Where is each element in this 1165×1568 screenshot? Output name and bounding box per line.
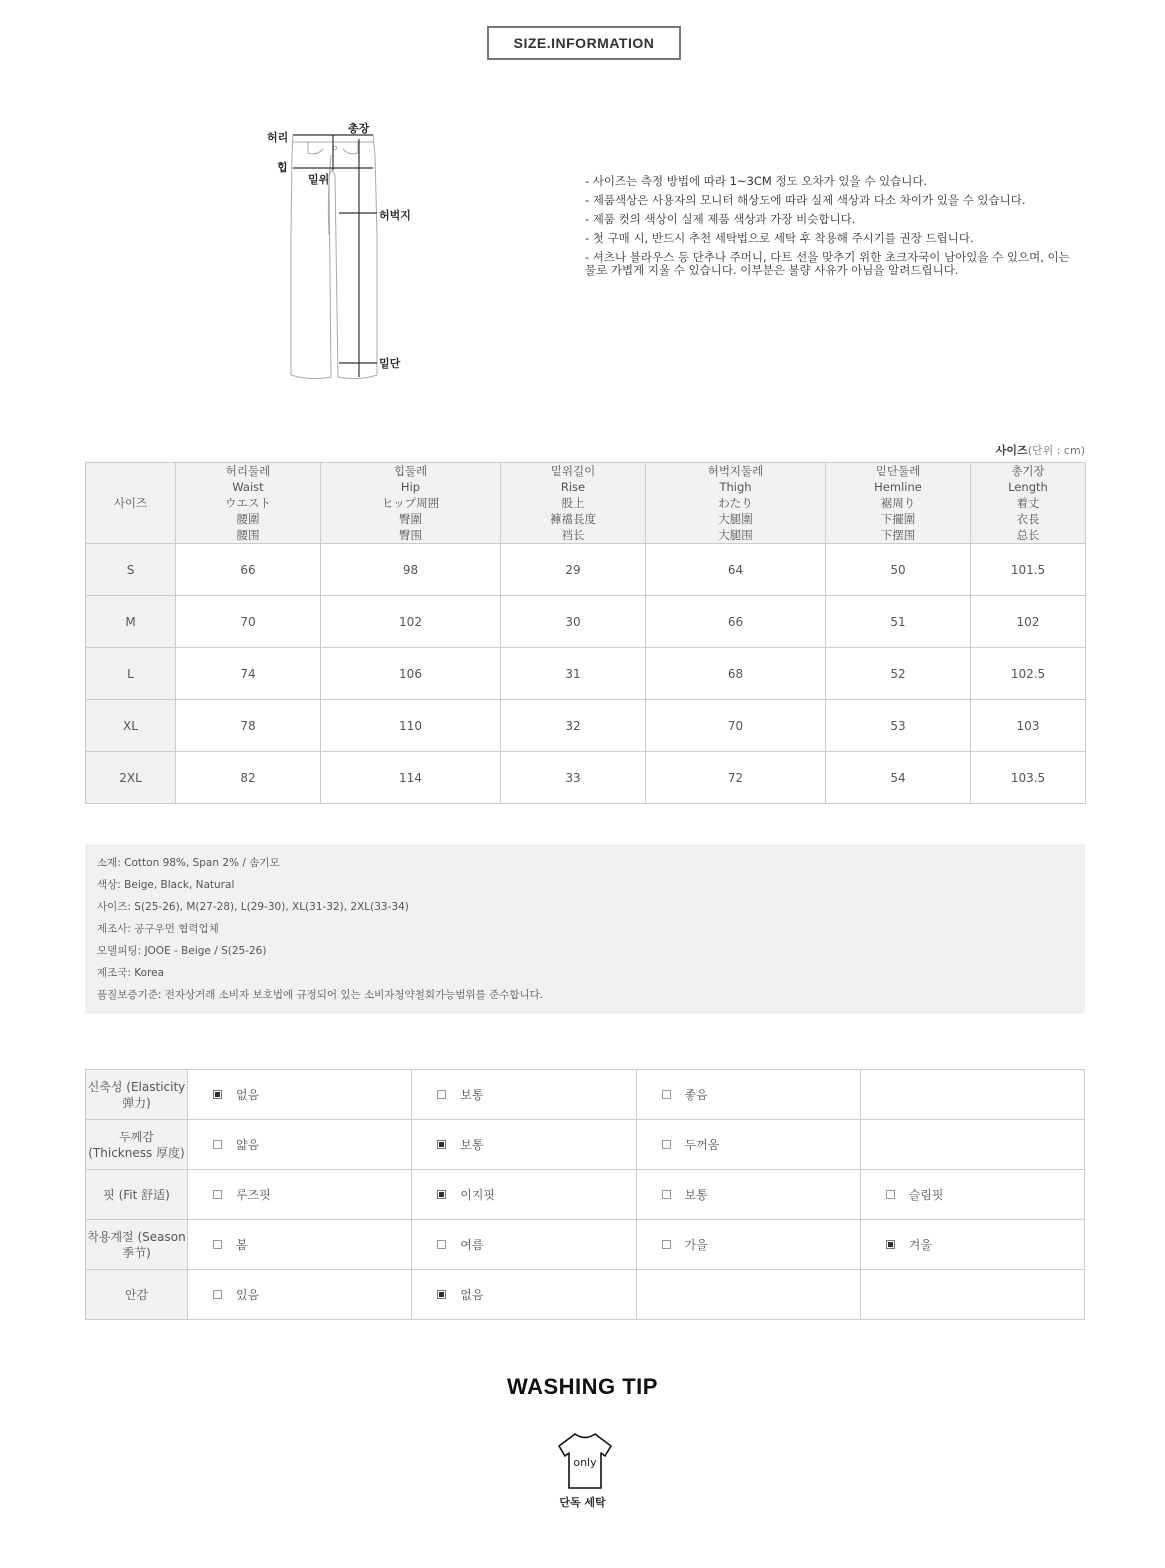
- feature-option[interactable]: [637, 1086, 860, 1103]
- hem-label: 밑단: [379, 357, 401, 370]
- info-line: 모델피팅: JOOE - Beige / S(25-26): [97, 945, 267, 957]
- feature-option-label: 얇음: [236, 1138, 260, 1152]
- unchecked-checkbox-icon[interactable]: [213, 1240, 222, 1249]
- feature-option[interactable]: [637, 1136, 860, 1153]
- feature-option[interactable]: [861, 1186, 1084, 1203]
- size-table: [85, 462, 1086, 804]
- feature-option-label: 좋음: [684, 1088, 708, 1102]
- pants-measurement-diagram: [255, 115, 425, 390]
- feature-option-label: 루즈핏: [236, 1188, 271, 1202]
- feature-row-label: 신축성 (Elasticity 弹力): [86, 1070, 188, 1120]
- unchecked-checkbox-icon[interactable]: [662, 1240, 671, 1249]
- info-line: 소재: Cotton 98%, Span 2% / 솜기모: [97, 857, 280, 869]
- feature-option-label: 가을: [684, 1238, 708, 1252]
- feature-cell: [412, 1220, 636, 1270]
- feature-option[interactable]: [412, 1186, 635, 1203]
- feature-option[interactable]: [637, 1236, 860, 1253]
- feature-option-label: 보통: [460, 1088, 484, 1102]
- feature-option[interactable]: [861, 1236, 1084, 1253]
- info-line: 품질보증기준: 전자상거래 소비자 보호법에 규정되어 있는 소비자청약철회가능범위를 준수합니다.: [97, 989, 544, 1001]
- feature-option[interactable]: [188, 1286, 411, 1303]
- rise-label: 밑위: [308, 173, 330, 186]
- waist-label: 허리: [267, 131, 289, 144]
- feature-cell: [188, 1270, 412, 1320]
- checked-checkbox-icon[interactable]: [437, 1190, 446, 1199]
- feature-option[interactable]: [412, 1136, 635, 1153]
- checked-checkbox-icon[interactable]: [437, 1140, 446, 1149]
- feature-cell: [412, 1070, 636, 1120]
- hip-column-header: 힙둘레 Hip ヒップ周囲 臀圍 臀围: [321, 463, 501, 544]
- feature-row-label: 두께감 (Thickness 厚度): [86, 1120, 188, 1170]
- checked-checkbox-icon[interactable]: [886, 1240, 895, 1249]
- feature-row-label: 착용계절 (Season 季节): [86, 1220, 188, 1270]
- feature-cell: [188, 1070, 412, 1120]
- feature-table: [85, 1069, 1085, 1320]
- info-line: 색상: Beige, Black, Natural: [97, 879, 235, 891]
- length-label: 총장: [348, 122, 370, 135]
- feature-option-label: 보통: [460, 1138, 484, 1152]
- feature-row: [86, 1070, 1085, 1120]
- unchecked-checkbox-icon[interactable]: [662, 1190, 671, 1199]
- feature-option[interactable]: [412, 1286, 635, 1303]
- feature-option-label: 없음: [460, 1288, 484, 1302]
- feature-cell: [412, 1270, 636, 1320]
- thigh-column-header: 허벅지둘레 Thigh わたり 大腿圍 大腿围: [646, 463, 826, 544]
- feature-cell: [636, 1120, 860, 1170]
- feature-option[interactable]: [188, 1236, 411, 1253]
- table-row: S 66 98 29 64 50 101.5: [86, 544, 1086, 596]
- unchecked-checkbox-icon[interactable]: [437, 1240, 446, 1249]
- hemline-column-header: 밑단둘레 Hemline 裾周り 下擺圍 下摆围: [826, 463, 971, 544]
- feature-option-label: 있음: [236, 1288, 260, 1302]
- unchecked-checkbox-icon[interactable]: [213, 1190, 222, 1199]
- note-line: - 제품 컷의 색상이 실제 제품 색상과 가장 비슷합니다.: [585, 212, 856, 226]
- feature-cell: [860, 1070, 1084, 1120]
- feature-cell: [188, 1220, 412, 1270]
- wash-icon-text: only: [573, 1456, 597, 1469]
- feature-row: [86, 1120, 1085, 1170]
- feature-option-label: 두꺼움: [684, 1138, 720, 1152]
- hip-label: 힙: [277, 161, 288, 174]
- size-column-header: 사이즈: [86, 463, 176, 544]
- feature-option[interactable]: [188, 1136, 411, 1153]
- note-line: - 셔츠나 블라우스 등 단추나 주머니, 다트 선을 맞추기 위한 초크자국이 남아있을 수 있으며, 이는 물로 가볍게 지울 수 있습니다. 이부분은 불량 사유가 아님을 알려드립니다.: [585, 250, 1070, 277]
- note-line: - 사이즈는 측정 방법에 따라 1~3CM 정도 오차가 있을 수 있습니다.: [585, 174, 928, 188]
- feature-cell: [860, 1270, 1084, 1320]
- feature-option-label: 겨울: [908, 1238, 932, 1252]
- unit-label: 사이즈: [995, 444, 1028, 457]
- size-notes: [585, 172, 1075, 277]
- waist-column-header: 허리둘레 Waist ウエスト 腰圍 腰围: [176, 463, 321, 544]
- feature-option-label: 슬림핏: [908, 1188, 944, 1202]
- note-line: - 제품색상은 사용자의 모니터 해상도에 따라 실제 색상과 다소 차이가 있을 수 있습니다.: [585, 193, 1026, 207]
- shirt-only-icon: [555, 1430, 615, 1492]
- unchecked-checkbox-icon[interactable]: [662, 1090, 671, 1099]
- feature-cell: [636, 1220, 860, 1270]
- table-row: 2XL 82 114 33 72 54 103.5: [86, 752, 1086, 804]
- note-line: - 첫 구매 시, 반드시 추천 세탁법으로 세탁 후 착용해 주시기를 권장 드립니다.: [585, 231, 974, 245]
- feature-row-label: 안감: [86, 1270, 188, 1320]
- unchecked-checkbox-icon[interactable]: [886, 1190, 895, 1199]
- feature-row: [86, 1220, 1085, 1270]
- feature-option-label: 여름: [460, 1238, 484, 1252]
- feature-option[interactable]: [412, 1086, 635, 1103]
- washing-tip-title: WASHING TIP: [507, 1374, 658, 1399]
- feature-option-label: 없음: [236, 1088, 260, 1102]
- feature-cell: [412, 1170, 636, 1220]
- pants-outline-icon: [255, 115, 425, 390]
- feature-cell: [636, 1170, 860, 1220]
- feature-cell: [860, 1220, 1084, 1270]
- table-row: L 74 106 31 68 52 102.5: [86, 648, 1086, 700]
- feature-row: [86, 1270, 1085, 1320]
- product-info-box: [85, 844, 1085, 1014]
- table-row: M 70 102 30 66 51 102: [86, 596, 1086, 648]
- feature-row: [86, 1170, 1085, 1220]
- feature-option-label: 봄: [236, 1238, 248, 1252]
- unchecked-checkbox-icon[interactable]: [437, 1090, 446, 1099]
- feature-cell: [636, 1070, 860, 1120]
- checked-checkbox-icon[interactable]: [437, 1290, 446, 1299]
- feature-cell: [188, 1170, 412, 1220]
- size-information-title: SIZE.INFORMATION: [487, 26, 681, 60]
- feature-cell: [188, 1120, 412, 1170]
- feature-cell: [412, 1120, 636, 1170]
- table-row: XL 78 110 32 70 53 103: [86, 700, 1086, 752]
- washing-label: 단독 세탁: [559, 1496, 606, 1509]
- feature-cell: [636, 1270, 860, 1320]
- length-column-header: 총기장 Length 着丈 衣長 总长: [971, 463, 1086, 544]
- feature-row-label: 핏 (Fit 舒适): [86, 1170, 188, 1220]
- feature-option[interactable]: [412, 1236, 635, 1253]
- rise-column-header: 밑위길이 Rise 股上 褲襠長度 裆长: [501, 463, 646, 544]
- unchecked-checkbox-icon[interactable]: [213, 1140, 222, 1149]
- unchecked-checkbox-icon[interactable]: [662, 1140, 671, 1149]
- unit-note: (단위 : cm): [1027, 444, 1085, 457]
- checked-checkbox-icon[interactable]: [213, 1090, 222, 1099]
- feature-option-label: 보통: [684, 1188, 708, 1202]
- thigh-label: 허벅지: [379, 209, 411, 222]
- feature-cell: [860, 1120, 1084, 1170]
- feature-option[interactable]: [637, 1186, 860, 1203]
- feature-cell: [860, 1170, 1084, 1220]
- info-line: 제조사: 공구우먼 협력업체: [97, 923, 219, 935]
- feature-option-label: 이지핏: [460, 1188, 496, 1202]
- info-line: 사이즈: S(25-26), M(27-28), L(29-30), XL(31-32), 2XL(33-34): [97, 901, 409, 913]
- feature-option[interactable]: [188, 1186, 411, 1203]
- unchecked-checkbox-icon[interactable]: [213, 1290, 222, 1299]
- feature-option[interactable]: [188, 1086, 411, 1103]
- unit-caption: [996, 442, 1085, 458]
- info-line: 제조국: Korea: [97, 967, 165, 979]
